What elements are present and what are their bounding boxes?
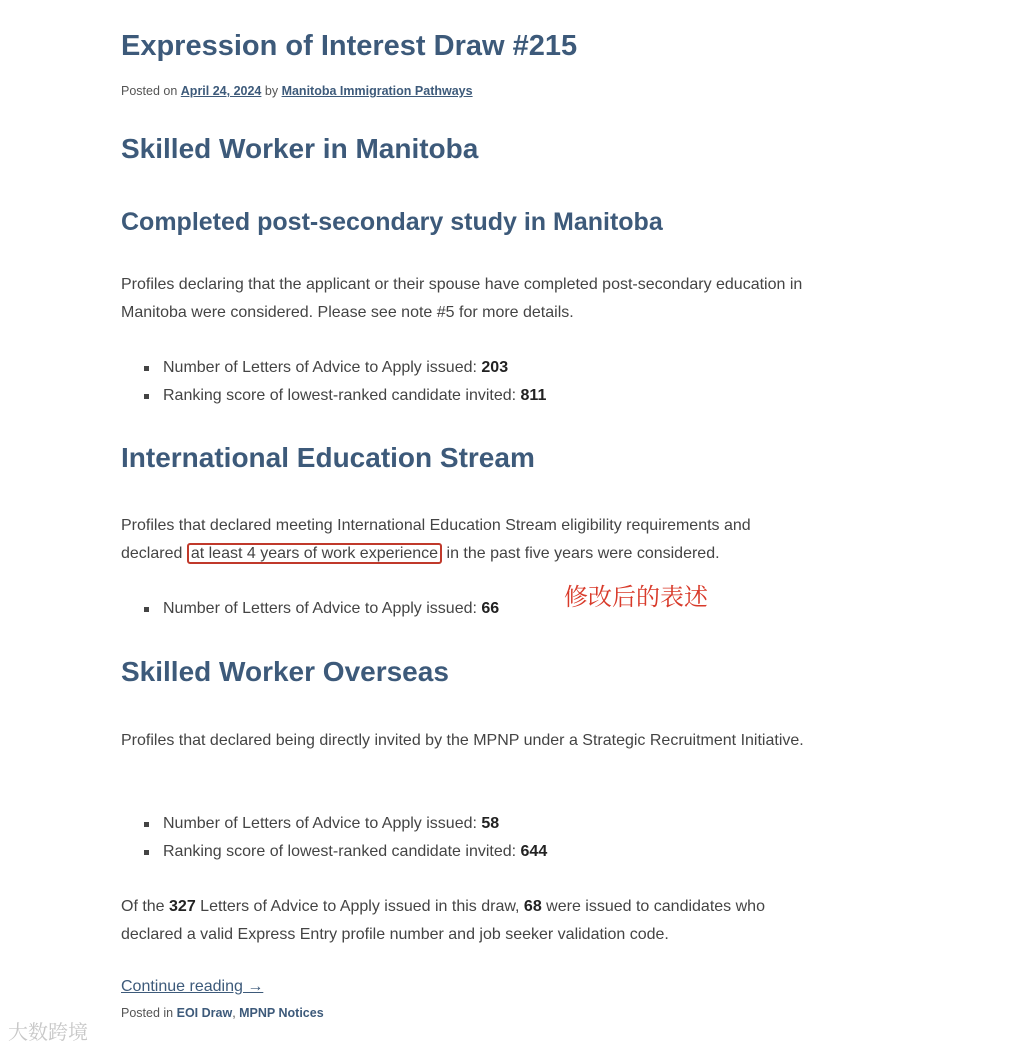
list-item-label: Ranking score of lowest-ranked candidate invited: xyxy=(163,843,521,860)
section-heading-international-education: International Education Stream xyxy=(121,442,535,473)
list-item xyxy=(121,382,546,410)
category-separator: , xyxy=(232,1006,240,1020)
continue-reading-link[interactable]: Continue reading → xyxy=(121,978,264,995)
list-item-value: 644 xyxy=(520,843,548,860)
list-item xyxy=(121,838,547,866)
summary-total: 327 xyxy=(169,898,196,915)
bullet-icon xyxy=(144,394,149,399)
list-item xyxy=(121,595,499,623)
overseas-paragraph: Profiles that declared being directly invited by the MPNP under a Strategic Recruitment Initiative. xyxy=(121,732,804,749)
list-item-value: 811 xyxy=(520,387,547,404)
bullet-icon xyxy=(144,607,149,612)
post-secondary-paragraph: Profiles declaring that the applicant or their spouse have completed post-secondary education in Manitoba were considered. Please see note #5 for more details. xyxy=(121,276,803,321)
post-secondary-list xyxy=(121,354,546,410)
post-categories xyxy=(121,1006,324,1020)
list-item-value: 66 xyxy=(481,600,500,617)
page-title: Expression of Interest Draw #215 xyxy=(121,30,578,62)
list-item-value: 58 xyxy=(481,815,500,832)
by-label: by xyxy=(264,84,279,98)
list-item-label: Number of Letters of Advice to Apply issued: xyxy=(163,815,482,832)
list-item-label: Ranking score of lowest-ranked candidate invited: xyxy=(163,387,521,404)
summary-text: Letters of Advice to Apply issued in this draw, xyxy=(195,898,524,915)
section-heading-skilled-worker-overseas: Skilled Worker Overseas xyxy=(121,656,449,687)
list-item xyxy=(121,810,547,838)
watermark: 大数跨境 xyxy=(8,1020,88,1044)
paragraph-text: Profiles that declared meeting International Education Stream eligibility requirements and declared xyxy=(121,517,751,562)
bullet-icon xyxy=(144,366,149,371)
annotation-note: 修改后的表述 xyxy=(564,583,708,611)
section-heading-skilled-worker-manitoba: Skilled Worker in Manitoba xyxy=(121,133,479,164)
author-link[interactable]: Manitoba Immigration Pathways xyxy=(281,84,473,98)
bullet-icon xyxy=(144,822,149,827)
list-item-label: Number of Letters of Advice to Apply issued: xyxy=(163,359,482,376)
summary-express-count: 68 xyxy=(523,898,542,915)
international-education-list xyxy=(121,595,499,623)
post-date-link[interactable]: April 24, 2024 xyxy=(180,84,262,98)
summary-text: were issued to candidates who declared a valid Express Entry profile number and job seeker validation code. xyxy=(121,898,765,943)
summary-paragraph xyxy=(121,893,811,949)
posted-in-label: Posted in xyxy=(121,1006,174,1020)
category-link-eoi-draw[interactable]: EOI Draw xyxy=(176,1006,233,1020)
post-meta xyxy=(121,84,473,98)
category-link-mpnp-notices[interactable]: MPNP Notices xyxy=(239,1006,324,1020)
subsection-heading-post-secondary: Completed post-secondary study in Manitoba xyxy=(121,208,663,236)
highlighted-phrase: at least 4 years of work experience xyxy=(187,543,442,564)
list-item-value: 203 xyxy=(481,359,509,376)
overseas-list xyxy=(121,810,547,866)
bullet-icon xyxy=(144,850,149,855)
paragraph-text: in the past five years were considered. xyxy=(442,545,720,562)
list-item xyxy=(121,354,546,382)
summary-text: Of the xyxy=(121,898,170,915)
posted-on-label: Posted on xyxy=(121,84,178,98)
list-item-label: Number of Letters of Advice to Apply issued: xyxy=(163,600,482,617)
international-education-paragraph xyxy=(121,512,811,568)
